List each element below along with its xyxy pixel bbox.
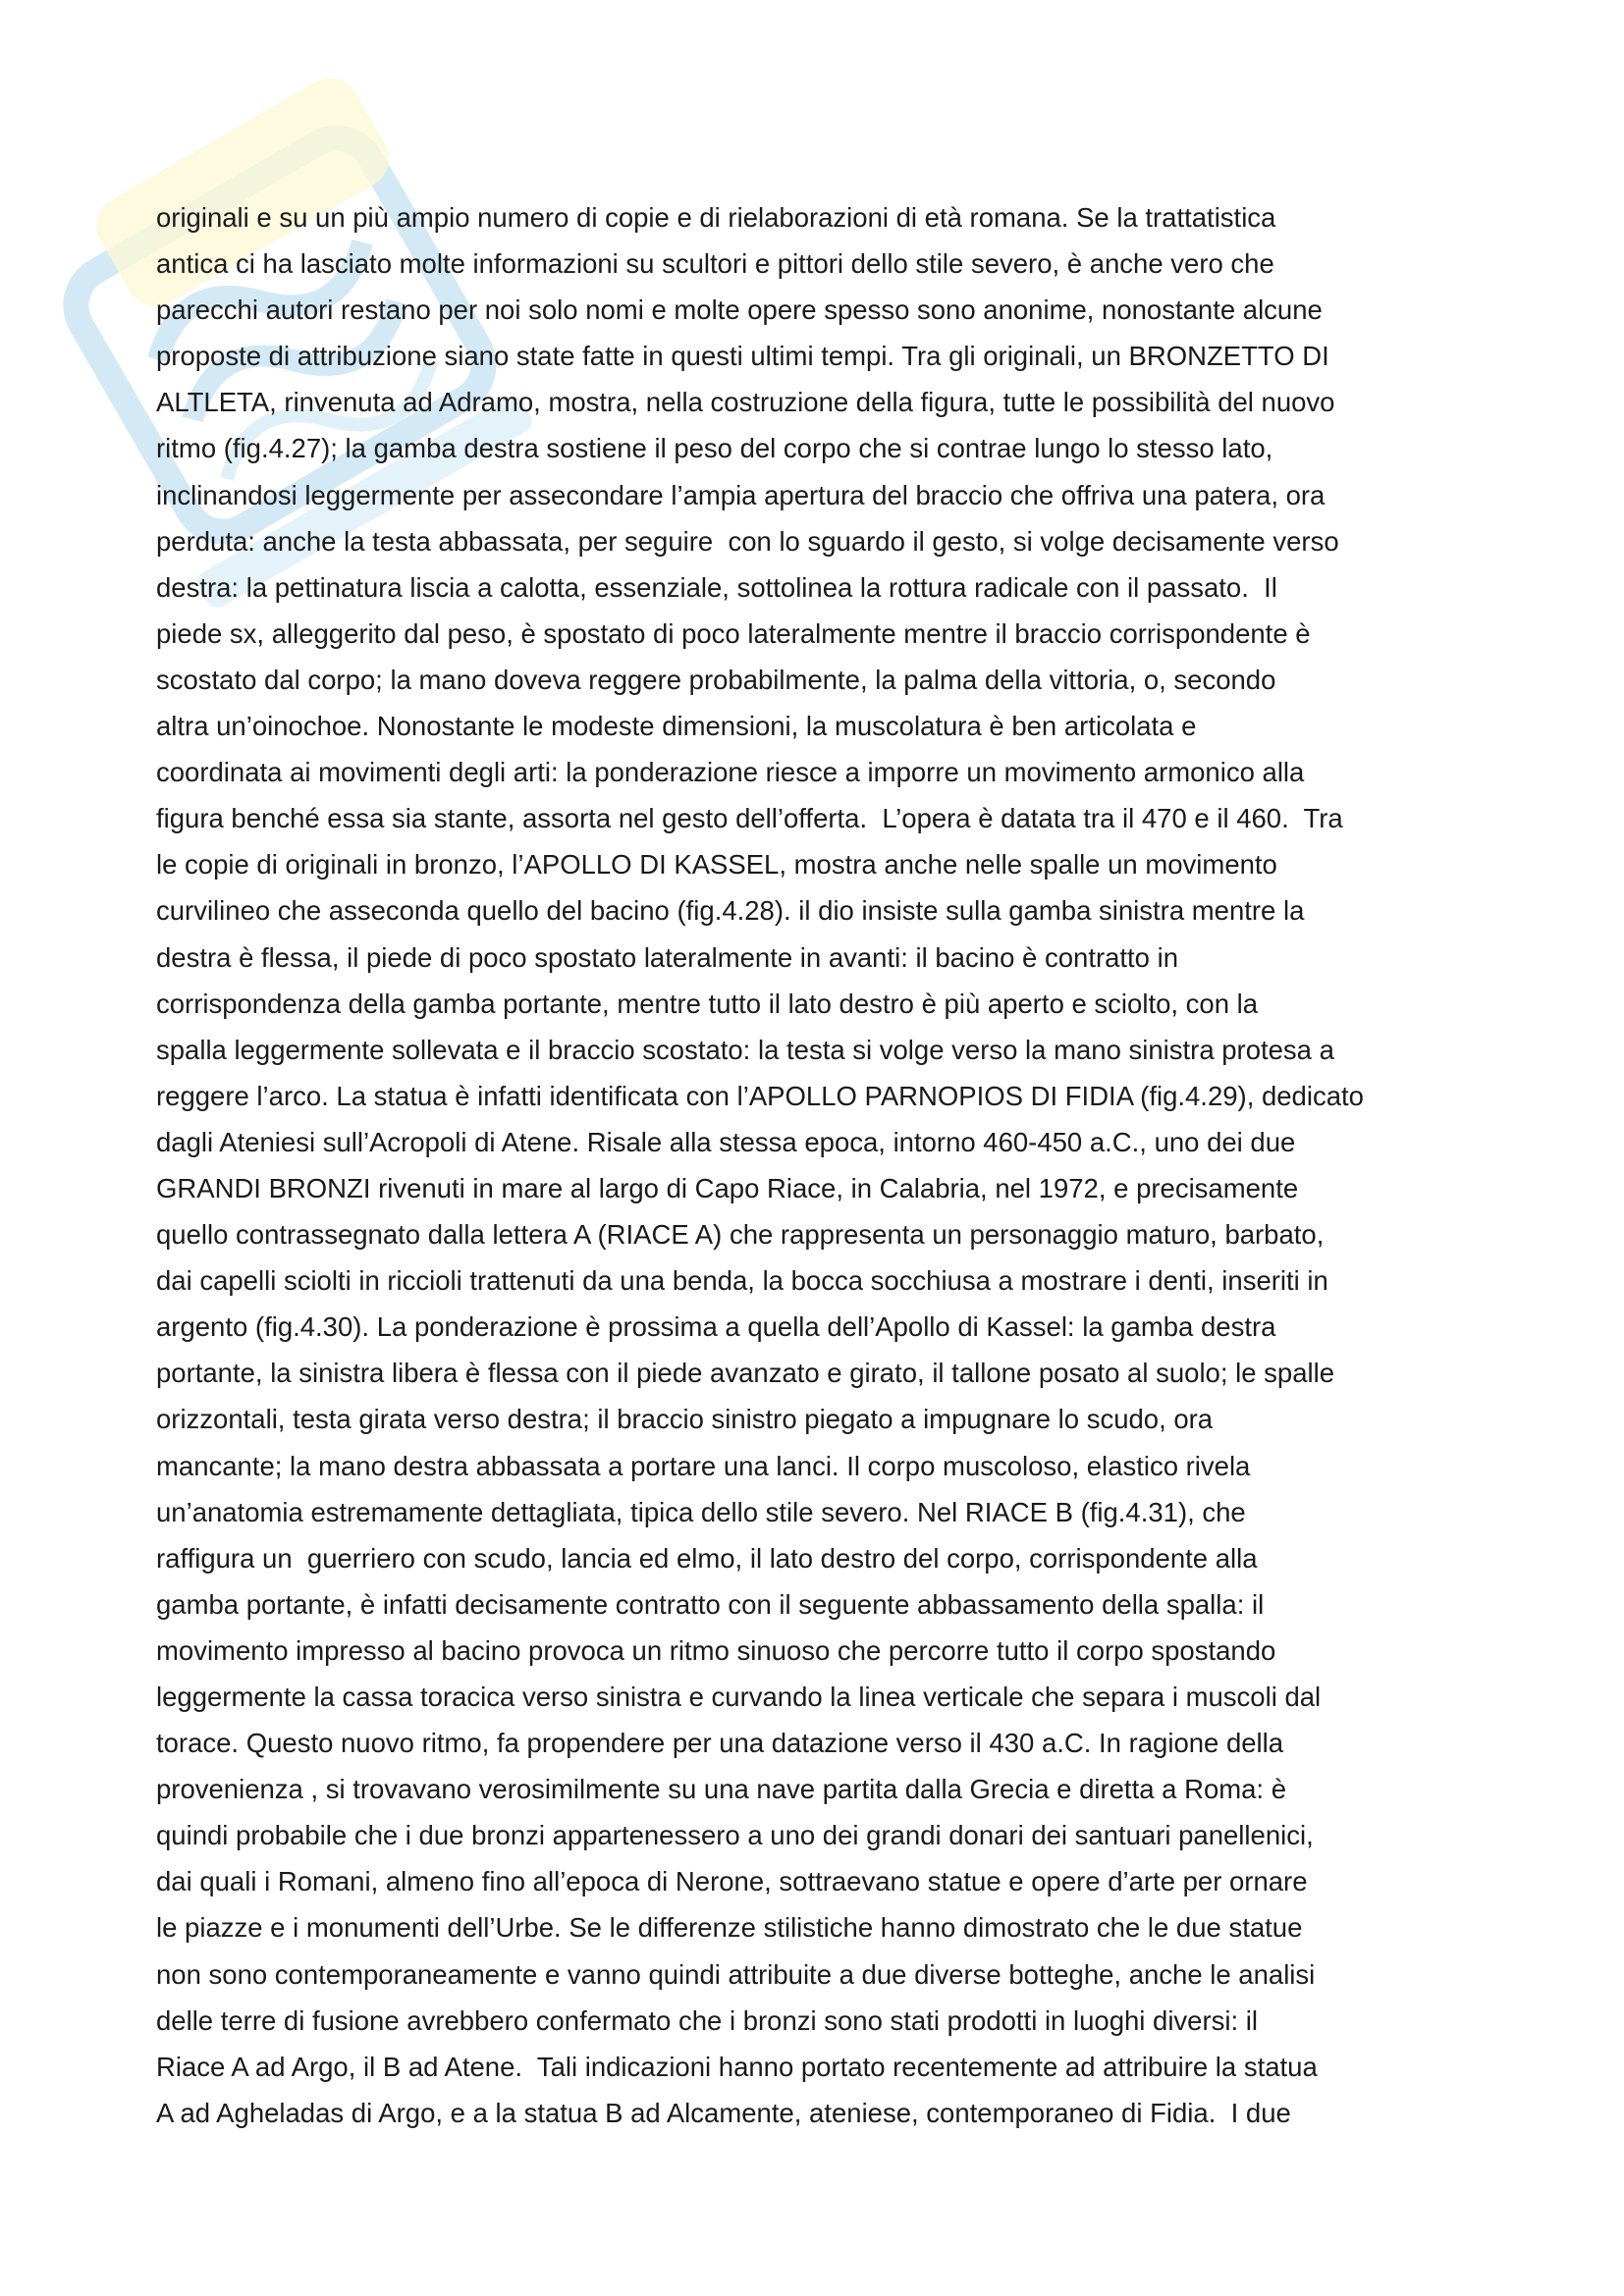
text-line: parecchi autori restano per noi solo nomi e molte opere spesso sono anonime, nonostante alcune	[156, 294, 1323, 326]
text-line: portante, la sinistra libera è flessa con il piede avanzato e girato, il tallone posato al suolo; le spalle	[156, 1358, 1335, 1389]
text-line: coordinata ai movimenti degli arti: la ponderazione riesce a imporre un movimento armonico alla	[156, 757, 1305, 788]
text-line: spalla leggermente sollevata e il braccio scostato: la testa si volge verso la mano sinistra protesa a	[156, 1034, 1334, 1065]
text-line: non sono contemporaneamente e vanno quindi attribuite a due diverse botteghe, anche le analisi	[156, 1958, 1316, 1990]
text-line: leggermente la cassa toracica verso sinistra e curvando la linea verticale che separa i muscoli dal	[156, 1682, 1322, 1712]
text-line: curvilineo che asseconda quello del bacino (fig.4.28). il dio insiste sulla gamba sinistra mentre la	[156, 895, 1305, 927]
text-line: scostato dal corpo; la mano doveva reggere probabilmente, la palma della vittoria, o, secondo	[156, 664, 1276, 695]
text-line: Riace A ad Argo, il B ad Atene. Tali indicazioni hanno portato recentemente ad attribuire la statua	[156, 2051, 1318, 2082]
text-line: destra: la pettinatura liscia a calotta, essenziale, sottolinea la rottura radicale con il passato. Il	[156, 571, 1277, 603]
text-line: piede sx, alleggerito dal peso, è spostato di poco lateralmente mentre il braccio corrispondente è	[156, 617, 1311, 649]
text-line: gamba portante, è infatti decisamente contratto con il seguente abbassamento della spalla: il	[156, 1588, 1265, 1620]
text-line: quello contrassegnato dalla lettera A (RIACE A) che rappresenta un personaggio maturo, barbato,	[156, 1219, 1325, 1251]
text-line: proposte di attribuzione siano state fatte in questi ultimi tempi. Tra gli originali, un BRONZETTO DI	[156, 341, 1329, 372]
text-line: mancante; la mano destra abbassata a portare una lanci. Il corpo muscoloso, elastico rivela	[156, 1450, 1251, 1481]
text-line: provenienza , si trovavano verosimilmente su una nave partita dalla Grecia e diretta a Roma: è	[156, 1774, 1287, 1805]
text-line: torace. Questo nuovo ritmo, fa propendere per una datazione verso il 430 a.C. In ragione della	[156, 1728, 1284, 1759]
text-line: antica ci ha lasciato molte informazioni su scultori e pittori dello stile severo, è anche vero che	[156, 248, 1274, 280]
body-text	[156, 194, 1491, 2136]
text-line: dai capelli sciolti in riccioli trattenuti da una benda, la bocca socchiusa a mostrare i denti, inseriti in	[156, 1265, 1328, 1297]
text-line: inclinandosi leggermente per assecondare l’ampia apertura del braccio che offriva una patera, ora	[156, 479, 1326, 510]
text-line: reggere l’arco. La statua è infatti identificata con l’APOLLO PARNOPIOS DI FIDIA (fig.4.29), dedicato	[156, 1080, 1364, 1111]
text-line: originali e su un più ampio numero di copie e di rielaborazioni di età romana. Se la trattatistica	[156, 202, 1276, 233]
text-line: movimento impresso al bacino provoca un ritmo sinuoso che percorre tutto il corpo spostando	[156, 1634, 1276, 1666]
text-line: altra un’oinochoe. Nonostante le modeste dimensioni, la muscolatura è ben articolata e	[156, 711, 1197, 742]
text-line: GRANDI BRONZI rivenuti in mare al largo di Capo Riace, in Calabria, nel 1972, e precisamente	[156, 1172, 1299, 1203]
text-line: un’anatomia estremamente dettagliata, tipica dello stile severo. Nel RIACE B (fig.4.31), che	[156, 1496, 1246, 1527]
text-line: quindi probabile che i due bronzi appartenessero a uno dei grandi donari dei santuari panellenici,	[156, 1820, 1314, 1851]
text-line: destra è flessa, il piede di poco spostato lateralmente in avanti: il bacino è contratto in	[156, 941, 1179, 973]
text-line: delle terre di fusione avrebbero confermato che i bronzi sono stati prodotti in luoghi diversi: il	[156, 2004, 1258, 2036]
text-line: figura benché essa sia stante, assorta nel gesto dell’offerta. L’opera è datata tra il 470 e il 460. Tra	[156, 803, 1343, 834]
text-line: argento (fig.4.30). La ponderazione è prossima a quella dell’Apollo di Kassel: la gamba destra	[156, 1311, 1276, 1343]
text-line: le piazze e i monumenti dell’Urbe. Se le differenze stilistiche hanno dimostrato che le due statue	[156, 1912, 1303, 1944]
text-line: dai quali i Romani, almeno fino all’epoca di Nerone, sottraevano statue e opere d’arte per ornare	[156, 1866, 1308, 1897]
text-line: A ad Agheladas di Argo, e a la statua B ad Alcamente, ateniese, contemporaneo di Fidia. I due	[156, 2097, 1291, 2128]
text-line: raffigura un guerriero con scudo, lancia ed elmo, il lato destro del corpo, corrispondente alla	[156, 1542, 1258, 1574]
text-line: ritmo (fig.4.27); la gamba destra sostiene il peso del corpo che si contrae lungo lo stesso lato,	[156, 433, 1273, 464]
text-line: corrispondenza della gamba portante, mentre tutto il lato destro è più aperto e sciolto, con la	[156, 988, 1259, 1019]
text-line: orizzontali, testa girata verso destra; il braccio sinistro piegato a impugnare lo scudo, ora	[156, 1404, 1214, 1435]
text-line: dagli Ateniesi sull’Acropoli di Atene. Risale alla stessa epoca, intorno 460-450 a.C., uno dei due	[156, 1126, 1296, 1157]
text-line: le copie di originali in bronzo, l’APOLLO DI KASSEL, mostra anche nelle spalle un movimento	[156, 849, 1277, 881]
text-line: ALTLETA, rinvenuta ad Adramo, mostra, nella costruzione della figura, tutte le possibilità del nuovo	[156, 387, 1335, 418]
text-line: perduta: anche la testa abbassata, per seguire con lo sguardo il gesto, si volge decisamente verso	[156, 525, 1339, 557]
